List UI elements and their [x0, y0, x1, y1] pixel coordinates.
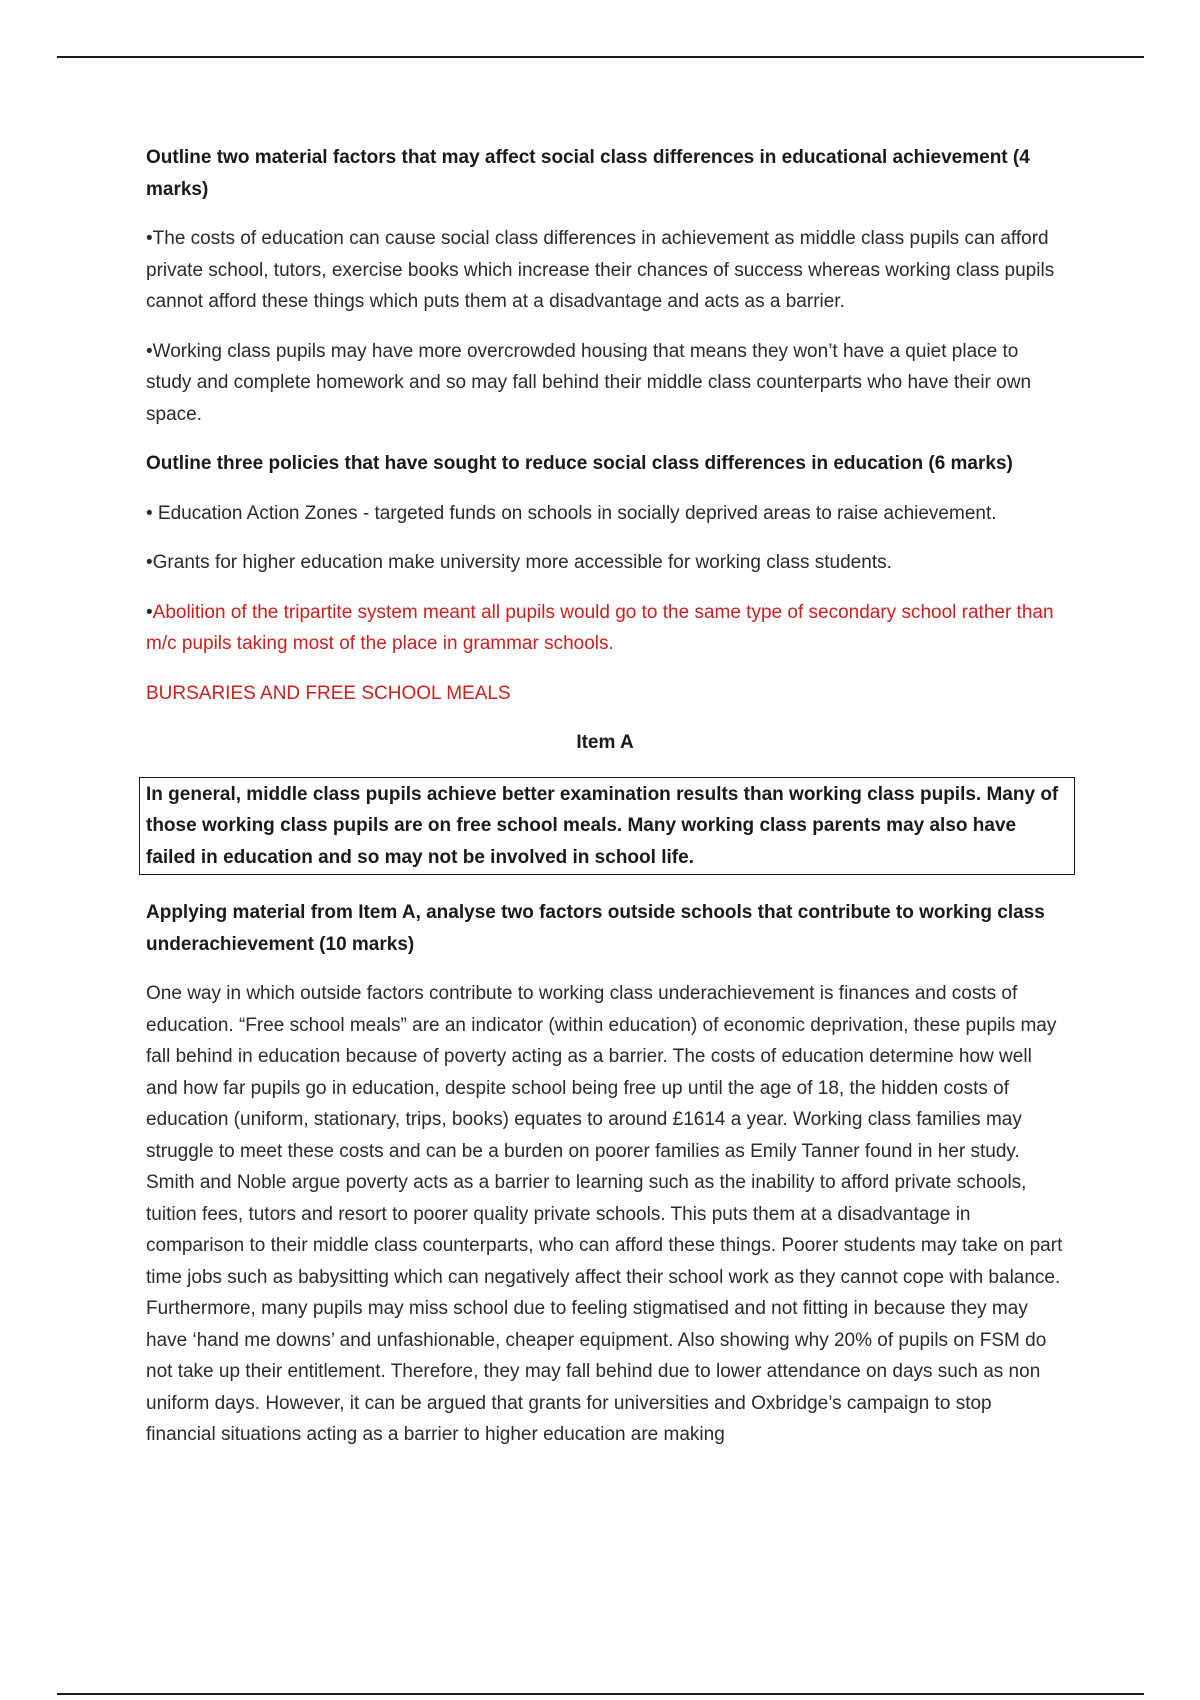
question-1-heading: Outline two material factors that may affect social class differences in educational achievement (4 marks) [146, 147, 1030, 200]
item-a-box [139, 777, 1075, 876]
question-2-point-3 [146, 597, 1064, 660]
top-rule [57, 56, 1144, 58]
question-1-point-2: •Working class pupils may have more overcrowded housing that means they won’t have a quiet place to study and complete homework and so may fall behind their middle class counterparts who have their own space. [146, 340, 1032, 425]
question-3-heading: Applying material from Item A, analyse two factors outside schools that contribute to working class underachievement (10 marks) [146, 902, 1045, 955]
bottom-rule [57, 1693, 1144, 1695]
question-1-point-1: •The costs of education can cause social class differences in achievement as middle class pupils can afford private school, tutors, exercise books which increase their chances of success whereas working class pupils cannot afford these things which puts them at a disadvantage and acts as a barrier. [146, 228, 1055, 312]
item-a-text: In general, middle class pupils achieve better examination results than working class pupils. Many of those working class pupils are on free school meals. Many working class parents may also have failed in education and so may not be involved in school life. [146, 783, 1059, 868]
bullet: • [146, 601, 153, 623]
question-2-point-2: •Grants for higher education make university more accessible for working class students. [146, 552, 892, 573]
document-body [146, 142, 1064, 1451]
question-2-heading: Outline three policies that have sought to reduce social class differences in education (6 marks) [146, 453, 1013, 474]
red-annotation: BURSARIES AND FREE SCHOOL MEALS [146, 682, 511, 704]
red-point-text: Abolition of the tripartite system meant all pupils would go to the same type of secondary school rather than m/c pupils taking most of the place in grammar schools. [146, 601, 1054, 654]
question-3-answer: One way in which outside factors contribute to working class underachievement is finances and costs of education. “Free school meals” are an indicator (within education) of economic deprivation, these pupils may fall behind in education because of poverty acting as a barrier. The costs of education determine how well and how far pupils go in education, despite school being free up until the age of 18, the hidden costs of education (uniform, stationary, trips, books) equates to around £1614 a year. Working class families may struggle to meet these costs and can be a burden on poorer families as Emily Tanner found in her study. Smith and Noble argue poverty acts as a barrier to learning such as the inability to afford private schools, tuition fees, tutors and resort to poorer quality private schools. This puts them at a disadvantage in comparison to their middle class counterparts, who can afford these things. Poorer students may take on part time jobs such as babysitting which can negatively affect their school work as they cannot cope with balance. Furthermore, many pupils may miss school due to feeling stigmatised and not fitting in because they may have ‘hand me downs’ and unfashionable, cheaper equipment. Also showing why 20% of pupils on FSM do not take up their entitlement. Therefore, they may fall behind due to lower attendance on days such as non uniform days. However, it can be argued that grants for universities and Oxbridge’s campaign to stop financial situations acting as a barrier to higher education are making [146, 983, 1063, 1445]
question-2-point-1: • Education Action Zones - targeted funds on schools in socially deprived areas to raise achievement. [146, 502, 997, 524]
item-a-title: Item A [576, 732, 634, 753]
